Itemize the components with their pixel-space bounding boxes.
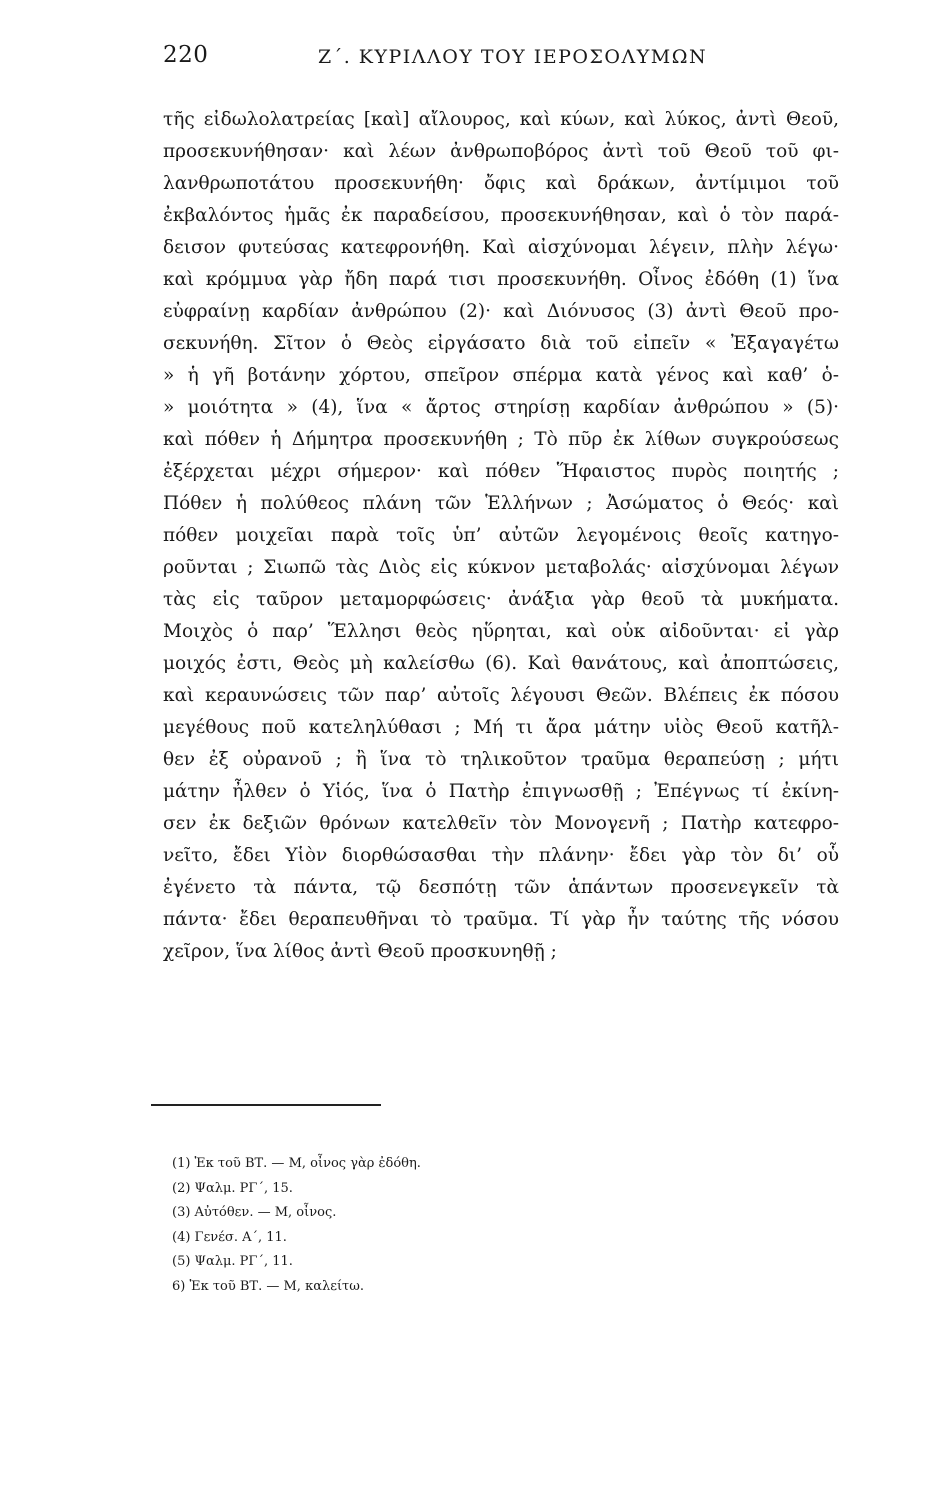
text-line: μάτην ἦλθεν ὁ Υἱός, ἵνα ὁ Πατὴρ ἐπιγνωσθῇ ; Ἐπέγνως τί ἐκίνη-	[163, 781, 839, 802]
text-line: λανθρωποτάτου προσεκυνήθη· ὄφις καὶ δράκων, ἀντίμιμοι τοῦ	[163, 173, 839, 194]
footnote: (1) Ἐκ τοῦ ΒΤ. — Μ, οἶνος γὰρ ἐδόθη.	[172, 1156, 421, 1171]
footnote: 6) Ἐκ τοῦ ΒΤ. — Μ, καλείτω.	[172, 1278, 364, 1294]
text-line: τῆς εἰδωλολατρείας [καὶ] αἴλουρος, καὶ κύων, καὶ λύκος, ἀντὶ Θεοῦ,	[163, 109, 839, 130]
text-line: Πόθεν ἡ πολύθεος πλάνη τῶν Ἑλλήνων ; Ἀσώματος ὁ Θεός· καὶ	[163, 493, 839, 514]
footnote: (2) Ψαλμ. ΡΓ΄, 15.	[172, 1180, 293, 1196]
text-line: καὶ κεραυνώσεις τῶν παρ’ αὐτοῖς λέγουσι Θεῶν. Βλέπεις ἐκ πόσου	[163, 685, 839, 706]
footnote-divider	[151, 1104, 381, 1106]
text-line: σεν ἐκ δεξιῶν θρόνων κατελθεῖν τὸν Μονογενῆ ; Πατὴρ κατεφρο-	[163, 813, 839, 834]
text-line: σεκυνήθη. Σῖτον ὁ Θεὸς εἰργάσατο διὰ τοῦ εἰπεῖν « Ἐξαγαγέτω	[163, 333, 839, 354]
footnotes	[172, 1152, 772, 1299]
text-line: καὶ πόθεν ἡ Δήμητρα προσεκυνήθη ; Τὸ πῦρ ἐκ λίθων συγκρούσεως	[163, 429, 839, 450]
text-line: δεισον φυτεύσας κατεφρονήθη. Καὶ αἰσχύνομαι λέγειν, πλὴν λέγω·	[163, 237, 839, 258]
footnote: (5) Ψαλμ. ΡΓ΄, 11.	[172, 1254, 293, 1269]
page-number: 220	[163, 42, 209, 68]
text-line: πόθεν μοιχεῖαι παρὰ τοῖς ὑπ’ αὐτῶν λεγομένοις θεοῖς κατηγο-	[163, 525, 839, 546]
text-line: θεν ἐξ οὐρανοῦ ; ἢ ἵνα τὸ τηλικοῦτον τραῦμα θεραπεύσῃ ; μήτι	[163, 749, 839, 770]
text-line: μοιχός ἐστι, Θεὸς μὴ καλείσθω (6). Καὶ θανάτους, καὶ ἀποπτώσεις,	[163, 653, 839, 674]
text-line: ροῦνται ; Σιωπῶ τὰς Διὸς εἰς κύκνον μεταβολάς· αἰσχύνομαι λέγων	[163, 557, 839, 578]
text-line: μεγέθους ποῦ κατεληλύθασι ; Μή τι ἄρα μάτην υἱὸς Θεοῦ κατῆλ-	[163, 717, 839, 738]
text-line: ἐξέρχεται μέχρι σήμερον· καὶ πόθεν Ἥφαιστος πυρὸς ποιητής ;	[163, 461, 839, 482]
text-line: νεῖτο, ἔδει Υἱὸν διορθώσασθαι τὴν πλάνην· ἔδει γὰρ τὸν δι’ οὗ	[163, 845, 839, 866]
text-line: Μοιχὸς ὁ παρ’ Ἕλλησι θεὸς ηὕρηται, καὶ οὐκ αἰδοῦνται· εἰ γὰρ	[163, 621, 839, 642]
text-line: ἐκβαλόντος ἡμᾶς ἐκ παραδείσου, προσεκυνήθησαν, καὶ ὁ τὸν παρά-	[163, 205, 839, 226]
text-line: εὐφραίνῃ καρδίαν ἀνθρώπου (2)· καὶ Διόνυσος (3) ἀντὶ Θεοῦ προ-	[163, 301, 839, 322]
text-line: τὰς εἰς ταῦρον μεταμορφώσεις· ἀνάξια γὰρ θεοῦ τὰ μυκήματα.	[163, 589, 839, 610]
text-line: καὶ κρόμμυα γὰρ ἤδη παρά τισι προσεκυνήθη. Οἶνος ἐδόθη (1) ἵνα	[163, 269, 839, 290]
footnote: (4) Γενέσ. Α΄, 11.	[172, 1229, 287, 1245]
running-title: Ζ΄. ΚΥΡΙΛΛΟΥ ΤΟΥ ΙΕΡΟΣΟΛΥΜΩΝ	[318, 46, 708, 68]
body-text	[163, 104, 839, 968]
text-line-last: χεῖρον, ἵνα λίθος ἀντὶ Θεοῦ προσκυνηθῇ ;	[163, 941, 557, 962]
footnote: (3) Αὐτόθεν. — Μ, οἶνος.	[172, 1205, 337, 1220]
text-line: προσεκυνήθησαν· καὶ λέων ἀνθρωποβόρος ἀντὶ τοῦ Θεοῦ τοῦ φι-	[163, 141, 839, 162]
text-line: πάντα· ἔδει θεραπευθῆναι τὸ τραῦμα. Τί γὰρ ἦν ταύτης τῆς νόσου	[163, 909, 839, 930]
text-line: ἐγένετο τὰ πάντα, τῷ δεσπότῃ τῶν ἁπάντων προσενεγκεῖν τὰ	[163, 877, 839, 898]
page-header	[163, 42, 843, 82]
text-line: » μοιότητα » (4), ἵνα « ἄρτος στηρίσῃ καρδίαν ἀνθρώπου » (5)·	[163, 397, 839, 418]
text-line: » ἡ γῆ βοτάνην χόρτου, σπεῖρον σπέρμα κατὰ γένος καὶ καθ’ ὁ-	[163, 365, 839, 386]
